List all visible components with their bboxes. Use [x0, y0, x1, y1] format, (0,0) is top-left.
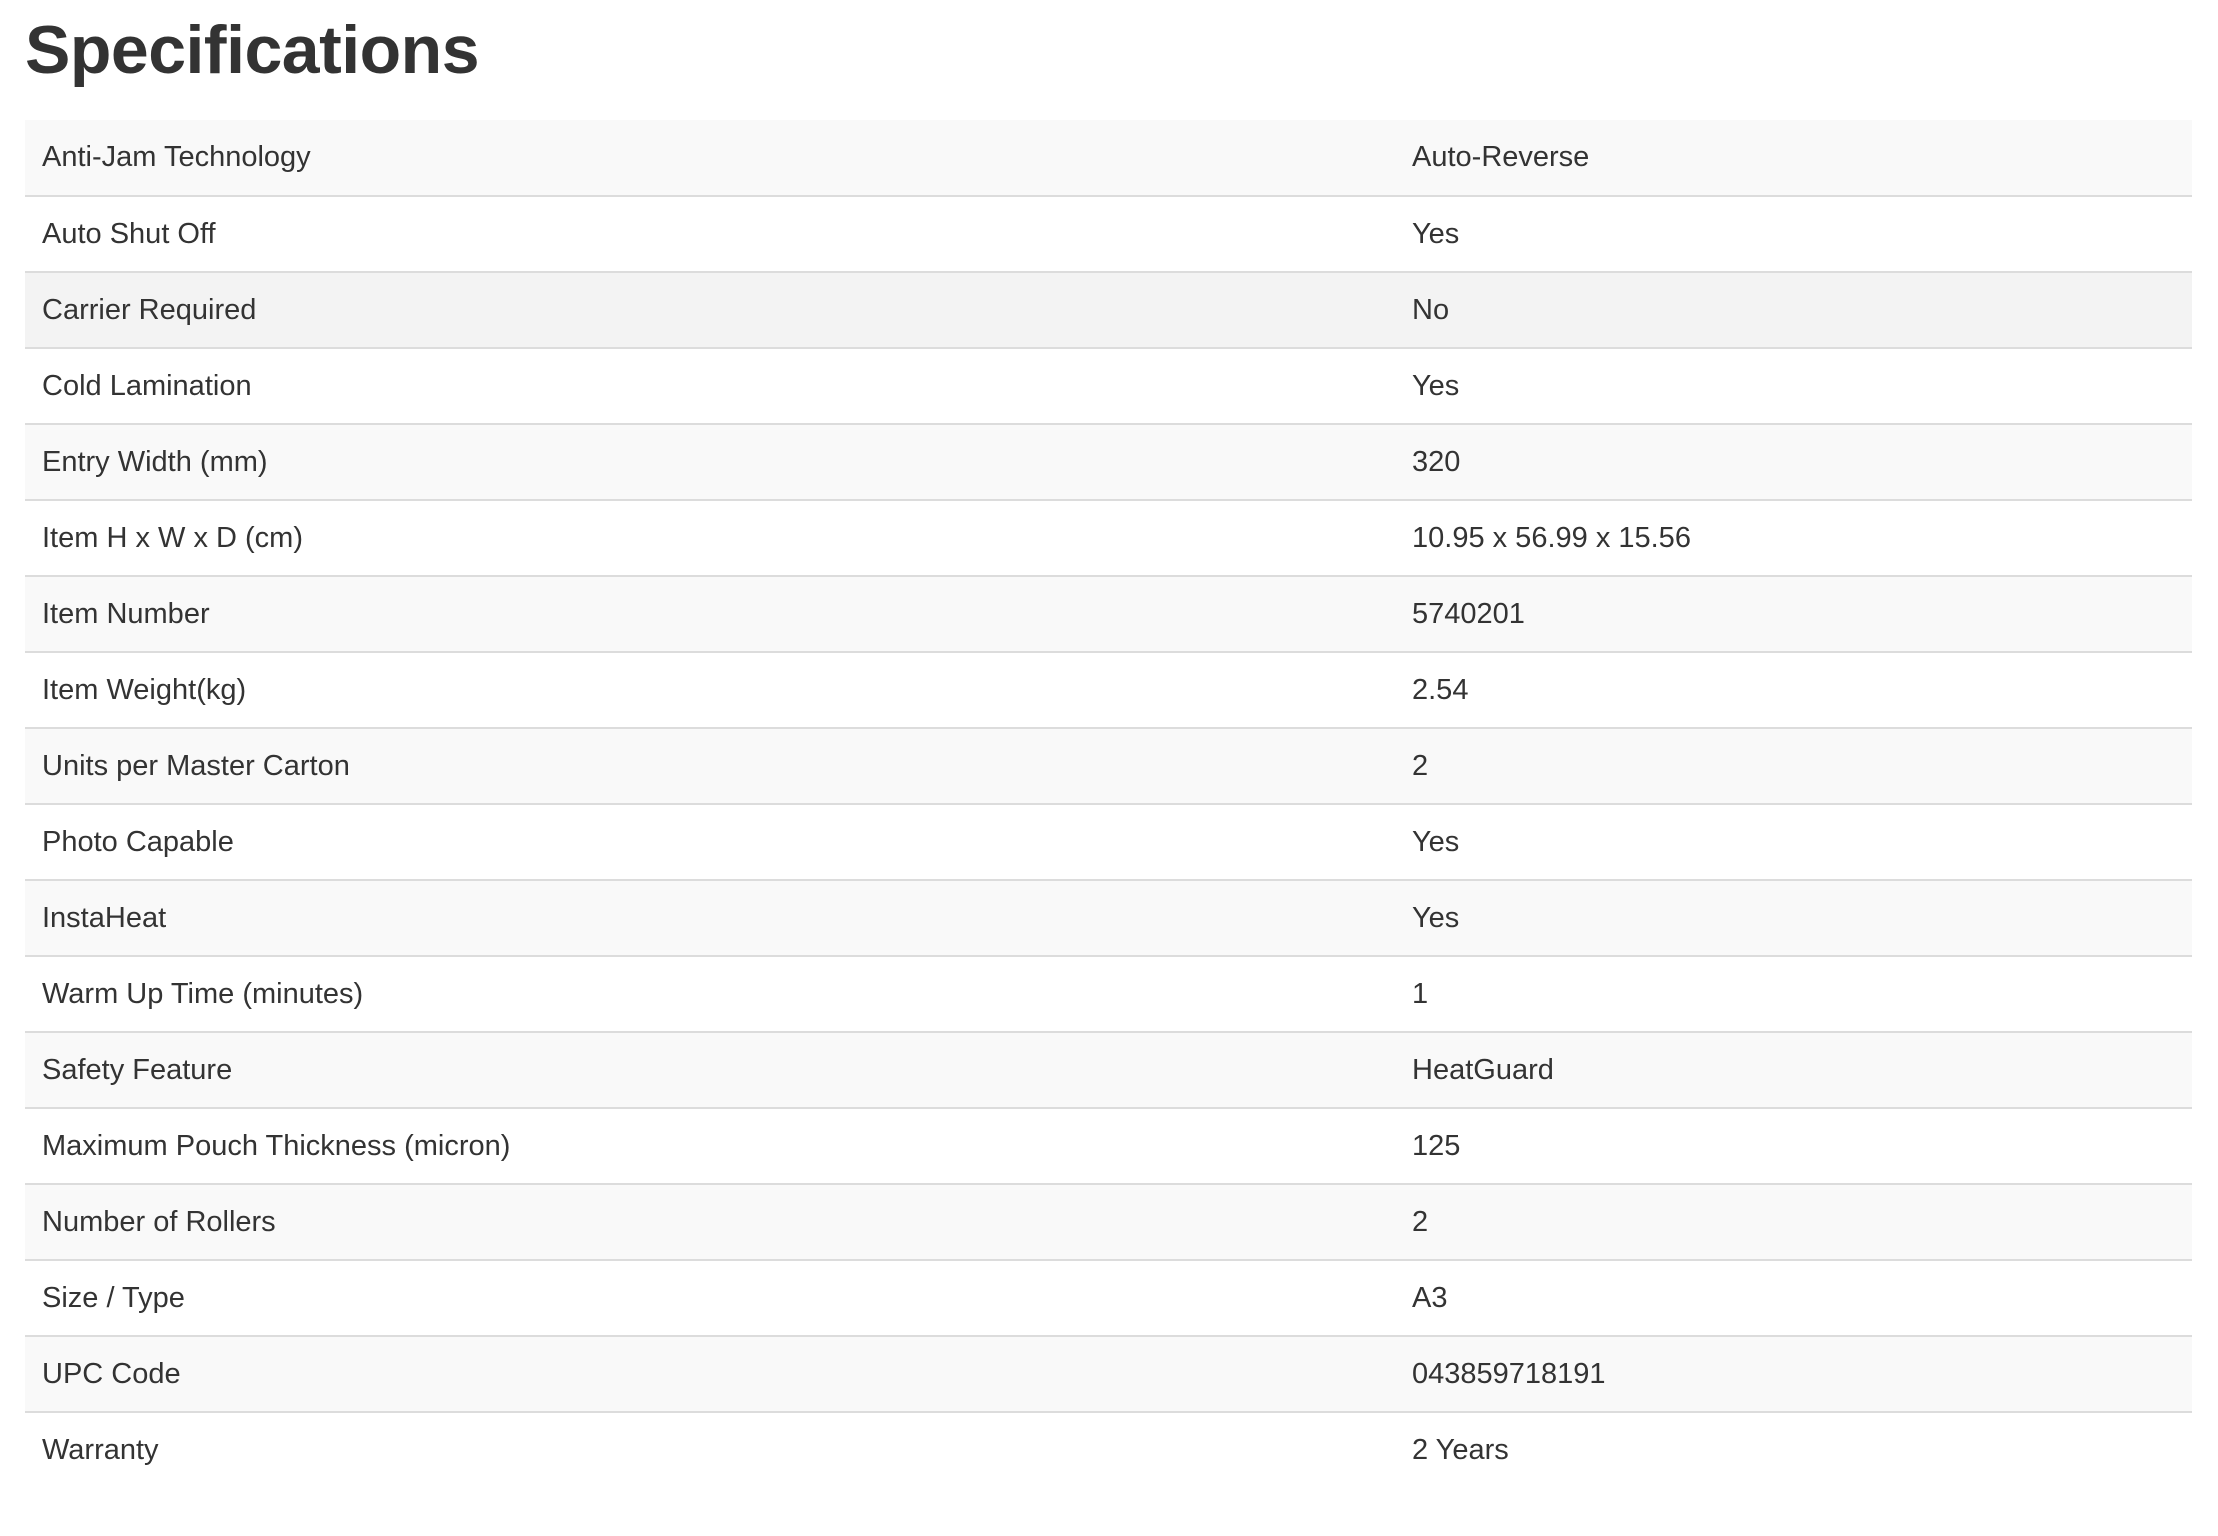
- spec-label: Anti-Jam Technology: [25, 120, 1395, 196]
- section-title: Specifications: [25, 12, 480, 88]
- spec-label: Item Number: [25, 576, 1395, 652]
- spec-label: Size / Type: [25, 1260, 1395, 1336]
- spec-row-number-of-rollers: [25, 1184, 2192, 1260]
- spec-row-carrier-required: [25, 272, 2192, 348]
- spec-value: 320: [1395, 424, 2192, 500]
- spec-row-units-per-master-carton: [25, 728, 2192, 804]
- spec-label: Number of Rollers: [25, 1184, 1395, 1260]
- spec-row-anti-jam-technology: [25, 120, 2192, 196]
- spec-row-instaheat: [25, 880, 2192, 956]
- spec-value: 2: [1395, 1184, 2192, 1260]
- spec-row-safety-feature: [25, 1032, 2192, 1108]
- spec-row-entry-width: [25, 424, 2192, 500]
- spec-row-photo-capable: [25, 804, 2192, 880]
- spec-row-warranty: [25, 1412, 2192, 1488]
- spec-label: Entry Width (mm): [25, 424, 1395, 500]
- spec-value: 5740201: [1395, 576, 2192, 652]
- spec-value: 125: [1395, 1108, 2192, 1184]
- spec-row-size-type: [25, 1260, 2192, 1336]
- spec-value: 043859718191: [1395, 1336, 2192, 1412]
- spec-value: Yes: [1395, 348, 2192, 424]
- spec-value: 10.95 x 56.99 x 15.56: [1395, 500, 2192, 576]
- spec-row-warm-up-time: [25, 956, 2192, 1032]
- spec-label: Units per Master Carton: [25, 728, 1395, 804]
- spec-row-auto-shut-off: [25, 196, 2192, 272]
- spec-value: Yes: [1395, 880, 2192, 956]
- spec-label: Carrier Required: [25, 272, 1395, 348]
- spec-value: A3: [1395, 1260, 2192, 1336]
- spec-row-item-weight: [25, 652, 2192, 728]
- spec-row-item-dimensions: [25, 500, 2192, 576]
- spec-row-upc-code: [25, 1336, 2192, 1412]
- spec-label: Maximum Pouch Thickness (micron): [25, 1108, 1395, 1184]
- spec-value: Yes: [1395, 804, 2192, 880]
- spec-label: Photo Capable: [25, 804, 1395, 880]
- spec-label: Item Weight(kg): [25, 652, 1395, 728]
- spec-value: HeatGuard: [1395, 1032, 2192, 1108]
- spec-value: 2: [1395, 728, 2192, 804]
- spec-label: Warranty: [25, 1412, 1395, 1488]
- spec-value: 1: [1395, 956, 2192, 1032]
- spec-label: UPC Code: [25, 1336, 1395, 1412]
- spec-value: 2.54: [1395, 652, 2192, 728]
- spec-value: Yes: [1395, 196, 2192, 272]
- spec-value: No: [1395, 272, 2192, 348]
- spec-value: Auto-Reverse: [1395, 120, 2192, 196]
- specifications-table: [25, 120, 2192, 1488]
- spec-label: Safety Feature: [25, 1032, 1395, 1108]
- spec-row-item-number: [25, 576, 2192, 652]
- spec-row-maximum-pouch-thickness: [25, 1108, 2192, 1184]
- spec-label: Warm Up Time (minutes): [25, 956, 1395, 1032]
- spec-label: Auto Shut Off: [25, 196, 1395, 272]
- spec-row-cold-lamination: [25, 348, 2192, 424]
- spec-label: InstaHeat: [25, 880, 1395, 956]
- spec-label: Item H x W x D (cm): [25, 500, 1395, 576]
- spec-value: 2 Years: [1395, 1412, 2192, 1488]
- spec-label: Cold Lamination: [25, 348, 1395, 424]
